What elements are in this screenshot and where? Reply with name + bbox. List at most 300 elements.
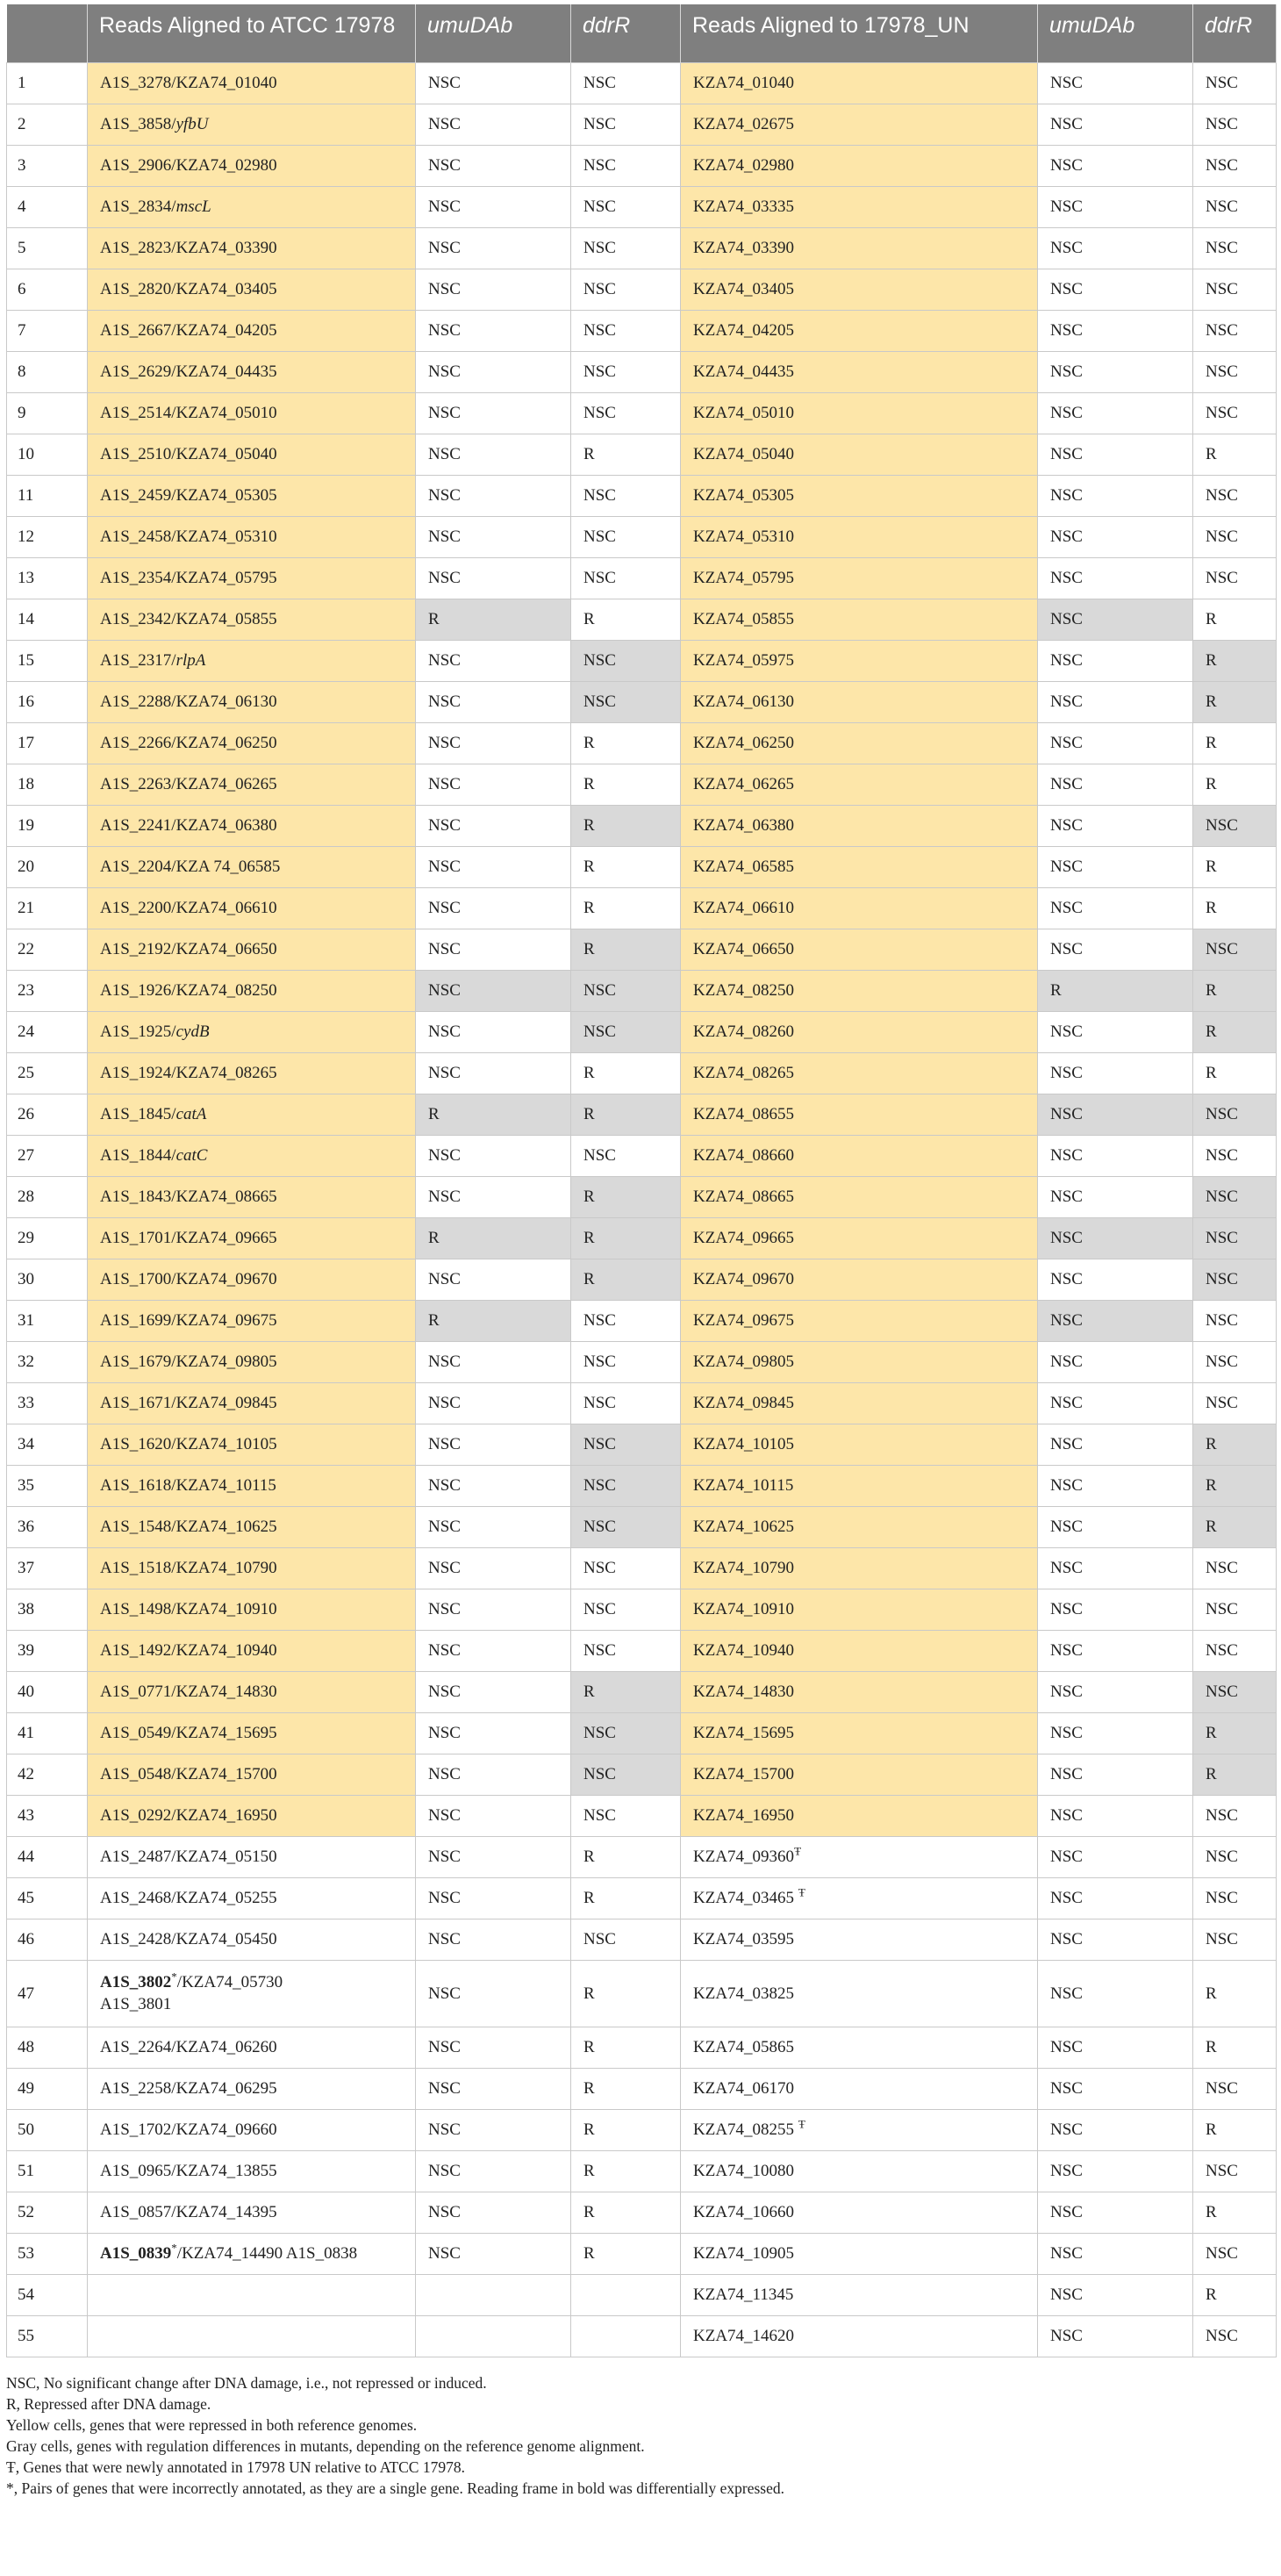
atcc-gene-cell: A1S_1671/KZA74_09845 [88,1382,416,1424]
table-row [7,970,1277,1011]
table-row [7,2192,1277,2233]
table-row [7,599,1277,640]
table-row [7,2315,1277,2357]
umudab-atcc-cell: NSC [416,887,571,929]
table-row [7,104,1277,145]
ddrr-atcc-cell: R [571,764,681,805]
ddrr-atcc-cell: R [571,2027,681,2068]
ddrr-atcc-cell: R [571,2068,681,2109]
umudab-atcc-cell: NSC [416,1382,571,1424]
un-gene-cell: KZA74_08660 [681,1135,1038,1176]
ddrr-un-cell: NSC [1193,2233,1277,2274]
umudab-atcc-cell: NSC [416,970,571,1011]
umudab-atcc-cell: NSC [416,1176,571,1217]
atcc-gene-cell: A1S_1492/KZA74_10940 [88,1630,416,1671]
row-number: 24 [7,1011,88,1052]
ddrr-atcc-cell [571,2274,681,2315]
ddrr-atcc-cell: R [571,599,681,640]
ddrr-atcc-cell: NSC [571,1630,681,1671]
row-number: 40 [7,1671,88,1712]
table-row [7,1506,1277,1547]
row-number: 55 [7,2315,88,2357]
ddrr-un-cell: NSC [1193,1341,1277,1382]
table-row [7,887,1277,929]
atcc-gene-cell: A1S_1518/KZA74_10790 [88,1547,416,1589]
un-gene-cell: KZA74_03825 [681,1960,1038,2027]
ddrr-un-cell: NSC [1193,1919,1277,1960]
ddrr-un-cell: NSC [1193,1300,1277,1341]
umudab-atcc-cell: NSC [416,104,571,145]
table-footnotes [6,2372,1276,2499]
un-gene-cell: KZA74_03405 [681,269,1038,310]
gene-name-italic: yfbU [175,114,209,133]
ddrr-un-cell: NSC [1193,2315,1277,2357]
row-number: 51 [7,2150,88,2192]
ddrr-un-cell: NSC [1193,1547,1277,1589]
umudab-atcc-cell: NSC [416,1836,571,1877]
ddrr-atcc-cell: R [571,2233,681,2274]
umudab-atcc-cell: R [416,1094,571,1135]
umudab-atcc-cell: NSC [416,1052,571,1094]
gene-id: A1S_3801 [100,1995,172,2013]
table-row [7,640,1277,681]
un-gene-cell [681,2109,1038,2150]
umudab-un-cell: NSC [1038,1176,1193,1217]
ddrr-atcc-cell: NSC [571,1589,681,1630]
ddrr-un-cell: NSC [1193,929,1277,970]
umudab-un-cell: NSC [1038,475,1193,516]
atcc-gene-cell: A1S_1700/KZA74_09670 [88,1259,416,1300]
header-umudab-atcc: umuDAb [416,4,571,62]
ddrr-un-cell: NSC [1193,1094,1277,1135]
table-row [7,310,1277,351]
umudab-atcc-cell: NSC [416,1547,571,1589]
un-gene-cell [681,1836,1038,1877]
ddrr-atcc-cell: R [571,2109,681,2150]
ddrr-un-cell: R [1193,970,1277,1011]
header-un-reads: Reads Aligned to 17978_UN [681,4,1038,62]
gene-id: A1S_2317/ [100,650,176,670]
un-gene-cell: KZA74_15695 [681,1712,1038,1754]
table-row [7,351,1277,392]
table-row [7,805,1277,846]
atcc-gene-cell [88,2315,416,2357]
table-row [7,392,1277,434]
row-number: 18 [7,764,88,805]
table-row [7,1836,1277,1877]
ddrr-atcc-cell: R [571,2150,681,2192]
un-gene-cell: KZA74_03390 [681,227,1038,269]
umudab-atcc-cell: NSC [416,1135,571,1176]
ddrr-atcc-cell: NSC [571,62,681,104]
table-row [7,1217,1277,1259]
un-gene-cell: KZA74_06130 [681,681,1038,722]
row-number: 22 [7,929,88,970]
umudab-un-cell: NSC [1038,1836,1193,1877]
ddrr-atcc-cell [571,2315,681,2357]
un-gene-cell: KZA74_08250 [681,970,1038,1011]
row-number: 34 [7,1424,88,1465]
table-row [7,1424,1277,1465]
atcc-gene-cell [88,2233,416,2274]
umudab-un-cell: NSC [1038,2192,1193,2233]
umudab-un-cell: NSC [1038,516,1193,557]
un-gene-cell: KZA74_10910 [681,1589,1038,1630]
un-gene-cell: KZA74_09675 [681,1300,1038,1341]
un-gene-cell: KZA74_05010 [681,392,1038,434]
un-gene-cell: KZA74_06610 [681,887,1038,929]
un-gene-cell: KZA74_06250 [681,722,1038,764]
umudab-un-cell: NSC [1038,681,1193,722]
umudab-un-cell: NSC [1038,351,1193,392]
table-row [7,2068,1277,2109]
atcc-gene-cell: A1S_1699/KZA74_09675 [88,1300,416,1341]
ddrr-un-cell: NSC [1193,392,1277,434]
footnote: Ŧ, Genes that were newly annotated in 17978 UN relative to ATCC 17978. [6,2458,465,2476]
un-gene-cell: KZA74_10080 [681,2150,1038,2192]
un-gene-cell: KZA74_16950 [681,1795,1038,1836]
ddrr-un-cell: NSC [1193,1836,1277,1877]
header-atcc-reads: Reads Aligned to ATCC 17978 [88,4,416,62]
table-row [7,186,1277,227]
un-gene-cell: KZA74_10790 [681,1547,1038,1589]
umudab-un-cell: NSC [1038,764,1193,805]
umudab-un-cell: NSC [1038,269,1193,310]
ddrr-atcc-cell: R [571,1052,681,1094]
umudab-atcc-cell: NSC [416,929,571,970]
ddrr-un-cell: R [1193,2109,1277,2150]
table-row [7,1341,1277,1382]
row-number: 50 [7,2109,88,2150]
row-number: 6 [7,269,88,310]
gene-name-italic: rlpA [175,650,206,670]
umudab-atcc-cell: NSC [416,1712,571,1754]
ddrr-un-cell: R [1193,1424,1277,1465]
umudab-atcc-cell: NSC [416,681,571,722]
umudab-atcc-cell: NSC [416,1919,571,1960]
atcc-gene-cell: A1S_0965/KZA74_13855 [88,2150,416,2192]
atcc-gene-cell: A1S_2468/KZA74_05255 [88,1877,416,1919]
un-gene-cell: KZA74_05795 [681,557,1038,599]
umudab-un-cell: NSC [1038,1960,1193,2027]
ddrr-un-cell: R [1193,2192,1277,2233]
gene-id: A1S_1844/ [100,1145,176,1165]
un-gene-cell: KZA74_05040 [681,434,1038,475]
gene-id: KZA74_08255 [693,2120,798,2139]
ddrr-atcc-cell: NSC [571,557,681,599]
un-gene-cell: KZA74_09670 [681,1259,1038,1300]
ddrr-atcc-cell: NSC [571,1754,681,1795]
un-gene-cell: KZA74_05310 [681,516,1038,557]
ddrr-atcc-cell: R [571,1671,681,1712]
table-row [7,1052,1277,1094]
un-gene-cell [681,1877,1038,1919]
gene-id: KZA74_09360 [693,1847,795,1866]
ddrr-atcc-cell: R [571,1176,681,1217]
atcc-gene-cell: A1S_0771/KZA74_14830 [88,1671,416,1712]
umudab-atcc-cell: NSC [416,1960,571,2027]
umudab-un-cell: NSC [1038,1217,1193,1259]
un-gene-cell: KZA74_10105 [681,1424,1038,1465]
row-number: 47 [7,1960,88,2027]
table-container [6,4,1276,2499]
umudab-atcc-cell: NSC [416,557,571,599]
atcc-gene-cell: A1S_2459/KZA74_05305 [88,475,416,516]
umudab-atcc-cell: NSC [416,434,571,475]
ddrr-atcc-cell: R [571,1877,681,1919]
ddrr-atcc-cell: NSC [571,1919,681,1960]
row-number: 42 [7,1754,88,1795]
umudab-atcc-cell: NSC [416,516,571,557]
gene-name-italic: catA [175,1104,207,1123]
table-row [7,1877,1277,1919]
atcc-gene-cell: A1S_2354/KZA74_05795 [88,557,416,599]
ddrr-un-cell: R [1193,681,1277,722]
umudab-atcc-cell: NSC [416,62,571,104]
table-row [7,722,1277,764]
row-number: 25 [7,1052,88,1094]
ddrr-un-cell: R [1193,640,1277,681]
table-row [7,1630,1277,1671]
gene-id: A1S_1845/ [100,1104,176,1123]
row-number: 4 [7,186,88,227]
atcc-gene-cell: A1S_0292/KZA74_16950 [88,1795,416,1836]
ddrr-atcc-cell: R [571,722,681,764]
umudab-un-cell: NSC [1038,145,1193,186]
umudab-un-cell: NSC [1038,1589,1193,1630]
un-gene-cell: KZA74_11345 [681,2274,1038,2315]
row-number: 30 [7,1259,88,1300]
table-row [7,681,1277,722]
table-row [7,145,1277,186]
ddrr-un-cell: NSC [1193,805,1277,846]
un-gene-cell: KZA74_05305 [681,475,1038,516]
table-row [7,764,1277,805]
ddrr-atcc-cell: NSC [571,1795,681,1836]
row-number: 37 [7,1547,88,1589]
gene-id: /KZA74_14490 A1S_0838 [176,2243,358,2263]
atcc-gene-cell: A1S_2204/KZA 74_06585 [88,846,416,887]
table-row [7,2233,1277,2274]
atcc-gene-cell: A1S_1498/KZA74_10910 [88,1589,416,1630]
ddrr-atcc-cell: NSC [571,970,681,1011]
row-number: 36 [7,1506,88,1547]
table-row [7,1465,1277,1506]
ddrr-un-cell: NSC [1193,1176,1277,1217]
umudab-atcc-cell: NSC [416,2150,571,2192]
un-gene-cell: KZA74_09805 [681,1341,1038,1382]
umudab-atcc-cell: NSC [416,1754,571,1795]
row-number: 19 [7,805,88,846]
umudab-un-cell: NSC [1038,846,1193,887]
ddrr-atcc-cell: NSC [571,186,681,227]
table-row [7,1011,1277,1052]
umudab-atcc-cell: NSC [416,310,571,351]
gene-id-bold: A1S_0839 [100,2243,172,2263]
atcc-gene-cell [88,1960,416,2027]
row-number: 13 [7,557,88,599]
row-number: 10 [7,434,88,475]
atcc-gene-cell: A1S_2823/KZA74_03390 [88,227,416,269]
umudab-un-cell: NSC [1038,1300,1193,1341]
ddrr-un-cell: NSC [1193,1382,1277,1424]
umudab-atcc-cell: NSC [416,227,571,269]
table-row [7,846,1277,887]
umudab-un-cell: NSC [1038,186,1193,227]
gene-regulation-table [6,4,1277,2357]
row-number: 31 [7,1300,88,1341]
atcc-gene-cell [88,104,416,145]
un-gene-cell: KZA74_09665 [681,1217,1038,1259]
ddrr-un-cell: NSC [1193,1135,1277,1176]
ddrr-atcc-cell: NSC [571,351,681,392]
table-row [7,62,1277,104]
umudab-atcc-cell: NSC [416,1795,571,1836]
ddrr-un-cell: R [1193,2027,1277,2068]
row-number: 38 [7,1589,88,1630]
umudab-un-cell: NSC [1038,1712,1193,1754]
ddrr-un-cell: NSC [1193,62,1277,104]
ddrr-un-cell: R [1193,1011,1277,1052]
umudab-un-cell: NSC [1038,2274,1193,2315]
umudab-atcc-cell: NSC [416,764,571,805]
header-ddrr-un: ddrR [1193,4,1277,62]
ddrr-un-cell: R [1193,1712,1277,1754]
atcc-gene-cell: A1S_0548/KZA74_15700 [88,1754,416,1795]
ddrr-un-cell: NSC [1193,1217,1277,1259]
umudab-un-cell: NSC [1038,392,1193,434]
un-gene-cell: KZA74_04205 [681,310,1038,351]
umudab-atcc-cell: NSC [416,2027,571,2068]
un-gene-cell: KZA74_03335 [681,186,1038,227]
gene-id: /KZA74_05730 [176,1973,283,1991]
ddrr-atcc-cell: NSC [571,516,681,557]
atcc-gene-cell: A1S_2428/KZA74_05450 [88,1919,416,1960]
un-gene-cell: KZA74_15700 [681,1754,1038,1795]
atcc-gene-cell: A1S_2458/KZA74_05310 [88,516,416,557]
ddrr-un-cell: R [1193,599,1277,640]
atcc-gene-cell [88,186,416,227]
ddrr-atcc-cell: NSC [571,1465,681,1506]
header-index [7,4,88,62]
table-row [7,2150,1277,2192]
new-annotation-marker: Ŧ [798,1885,805,1899]
ddrr-un-cell: NSC [1193,1589,1277,1630]
umudab-atcc-cell: NSC [416,1589,571,1630]
table-row [7,1176,1277,1217]
un-gene-cell: KZA74_06380 [681,805,1038,846]
gene-id: A1S_1925/ [100,1022,176,1041]
table-row [7,557,1277,599]
gene-id: A1S_2834/ [100,197,176,216]
ddrr-atcc-cell: NSC [571,475,681,516]
table-row [7,434,1277,475]
atcc-gene-cell [88,1094,416,1135]
row-number: 26 [7,1094,88,1135]
atcc-gene-cell: A1S_1618/KZA74_10115 [88,1465,416,1506]
un-gene-cell: KZA74_06650 [681,929,1038,970]
atcc-gene-cell: A1S_1702/KZA74_09660 [88,2109,416,2150]
ddrr-atcc-cell: R [571,434,681,475]
row-number: 43 [7,1795,88,1836]
ddrr-un-cell: NSC [1193,1671,1277,1712]
umudab-un-cell: NSC [1038,2027,1193,2068]
umudab-un-cell: NSC [1038,887,1193,929]
umudab-un-cell: NSC [1038,227,1193,269]
ddrr-atcc-cell: R [571,846,681,887]
table-row [7,475,1277,516]
table-row [7,227,1277,269]
row-number: 52 [7,2192,88,2233]
atcc-gene-cell: A1S_2342/KZA74_05855 [88,599,416,640]
ddrr-atcc-cell: NSC [571,681,681,722]
table-row [7,1382,1277,1424]
ddrr-atcc-cell: R [571,1960,681,2027]
umudab-un-cell: NSC [1038,1671,1193,1712]
row-number: 32 [7,1341,88,1382]
table-row [7,1300,1277,1341]
row-number: 1 [7,62,88,104]
row-number: 5 [7,227,88,269]
row-number: 35 [7,1465,88,1506]
umudab-un-cell: NSC [1038,557,1193,599]
ddrr-atcc-cell: R [571,805,681,846]
umudab-un-cell: NSC [1038,2150,1193,2192]
row-number: 17 [7,722,88,764]
atcc-gene-cell: A1S_2514/KZA74_05010 [88,392,416,434]
table-row [7,1919,1277,1960]
umudab-atcc-cell: R [416,1300,571,1341]
ddrr-atcc-cell: NSC [571,227,681,269]
un-gene-cell: KZA74_08665 [681,1176,1038,1217]
atcc-gene-cell: A1S_0857/KZA74_14395 [88,2192,416,2233]
ddrr-atcc-cell: NSC [571,1382,681,1424]
ddrr-un-cell: R [1193,1960,1277,2027]
un-gene-cell: KZA74_08655 [681,1094,1038,1135]
ddrr-un-cell: NSC [1193,1259,1277,1300]
umudab-atcc-cell: NSC [416,1259,571,1300]
umudab-un-cell: NSC [1038,1259,1193,1300]
row-number: 53 [7,2233,88,2274]
un-gene-cell: KZA74_06170 [681,2068,1038,2109]
umudab-atcc-cell: NSC [416,269,571,310]
ddrr-atcc-cell: NSC [571,269,681,310]
ddrr-un-cell: R [1193,887,1277,929]
umudab-un-cell: NSC [1038,1877,1193,1919]
atcc-gene-cell: A1S_2192/KZA74_06650 [88,929,416,970]
header-umudab-un: umuDAb [1038,4,1193,62]
ddrr-un-cell: NSC [1193,2068,1277,2109]
ddrr-un-cell: R [1193,1465,1277,1506]
umudab-atcc-cell: NSC [416,2068,571,2109]
ddrr-un-cell: R [1193,846,1277,887]
ddrr-un-cell: R [1193,1052,1277,1094]
ddrr-atcc-cell: R [571,1094,681,1135]
ddrr-un-cell: NSC [1193,557,1277,599]
row-number: 11 [7,475,88,516]
umudab-un-cell: NSC [1038,1052,1193,1094]
row-number: 49 [7,2068,88,2109]
un-gene-cell: KZA74_02980 [681,145,1038,186]
row-number: 29 [7,1217,88,1259]
atcc-gene-cell: A1S_2906/KZA74_02980 [88,145,416,186]
row-number: 3 [7,145,88,186]
atcc-gene-cell: A1S_0549/KZA74_15695 [88,1712,416,1754]
umudab-un-cell: NSC [1038,434,1193,475]
umudab-atcc-cell: NSC [416,1877,571,1919]
ddrr-un-cell: NSC [1193,310,1277,351]
gene-id: KZA74_03465 [693,1888,798,1907]
